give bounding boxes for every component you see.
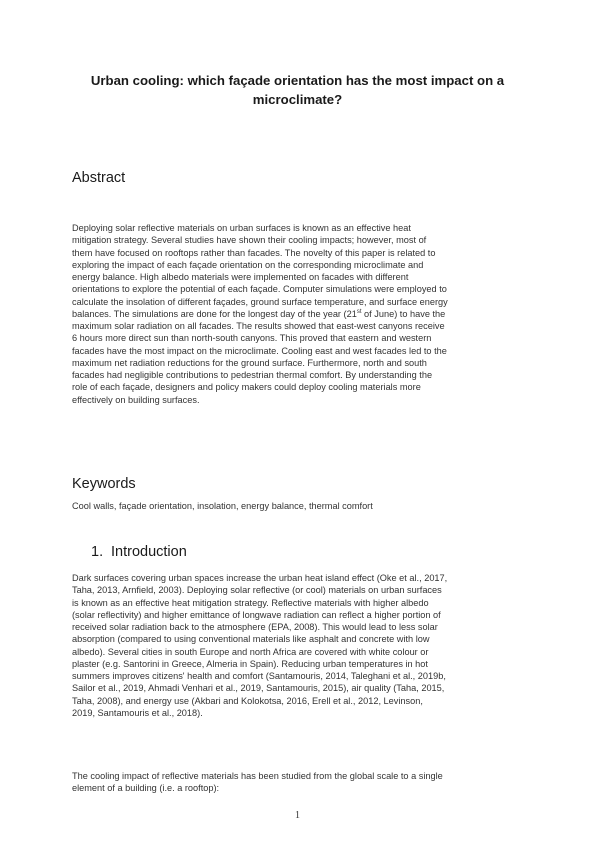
intro-line: The cooling impact of reflective materials has been studied from the global scale to a single (72, 771, 443, 781)
abstract-line: calculate the insolation of different façades, ground surface temperature, and surface energy (72, 296, 448, 307)
abstract-line: energy balance. High albedo materials were implemented on facades with different (72, 272, 409, 282)
intro-line: absorption (compared to using conventional materials like asphalt and concrete with low (72, 634, 430, 645)
abstract-line: 6 hours more direct sun than north-south canyons. This proved that eastern and western (72, 333, 432, 344)
abstract-line: facades had negligible contributions to pedestrian thermal comfort. By understanding the (72, 370, 433, 380)
intro-line: albedo). Several cities in south Europe and north Africa are covered with white colour or (72, 646, 429, 657)
abstract-line: role of each façade, designers and policy makers could deploy cooling materials more (72, 382, 421, 393)
title-line-1: Urban cooling: which façade orientation has the most impact on a (90, 73, 505, 88)
abstract-heading: Abstract (72, 170, 126, 186)
section-title: Introduction (111, 544, 187, 560)
abstract-line: orientations to explore the potential of each façade. Computer simulations were employed to (72, 284, 447, 295)
title-line-2: microclimate? (252, 91, 343, 107)
section-heading-introduction (91, 544, 187, 560)
intro-line: Dark surfaces covering urban spaces increase the urban heat island effect (Oke et al., 2017, (72, 573, 448, 583)
keywords-text: Cool walls, façade orientation, insolation, energy balance, thermal comfort (72, 501, 373, 511)
section-number: 1. (91, 544, 104, 560)
intro-line: is known as an effective heat mitigation strategy. Reflective materials with higher albedo (72, 597, 429, 608)
intro-line: Taha, 2013, Arnfield, 2003). Deploying solar reflective (or cool) materials on urban surfaces (72, 585, 442, 596)
intro-line: element of a building (i.e. a rooftop): (72, 783, 220, 794)
intro-line: plaster (e.g. Santorini in Greece, Almeria in Spain). Reducing urban temperatures in hot (72, 658, 428, 669)
abstract-line: them have focused on rooftops rather than facades. The novelty of this paper is related to (72, 247, 436, 258)
introduction-paragraph-1 (72, 572, 532, 719)
abstract-body (72, 222, 532, 406)
intro-line: (solar reflectivity) and higher emittance of longwave radiation can reflect a higher portion of (72, 609, 441, 620)
abstract-line: maximum solar radiation on all facades. The results showed that east-west canyons receive (72, 321, 445, 331)
abstract-line (72, 308, 532, 320)
abstract-line: maximum net radiation reductions for the ground surface. Furthermore, north and south (72, 357, 427, 368)
ordinal-superscript: st (356, 308, 362, 315)
abstract-line: facades have the most impact on the microclimate. Cooling east and west facades led to the (72, 345, 447, 356)
abstract-line-tail: of June) to have the (361, 308, 446, 319)
abstract-line-text: balances. The simulations are done for the longest day of the year (21 (72, 308, 357, 319)
keywords-heading: Keywords (72, 476, 136, 492)
intro-line: Sailor et al., 2019, Ahmadi Venhari et al., 2019, Santamouris, 2015), air quality (Taha, 2015, (72, 683, 445, 694)
intro-line: Taha, 2008), and energy use (Akbari and Kolokotsa, 2016, Erell et al., 2012, Levinson, (72, 695, 423, 706)
paper-title (60, 72, 535, 109)
abstract-line: Deploying solar reflective materials on urban surfaces is known as an effective heat (72, 223, 411, 233)
abstract-line: exploring the impact of each façade orientation on the corresponding microclimate and (72, 259, 424, 270)
abstract-line: effectively on building surfaces. (72, 394, 200, 405)
page-number: 1 (295, 810, 300, 821)
abstract-line: mitigation strategy. Several studies have shown their cooling impacts; however, most of (72, 235, 427, 246)
introduction-paragraph-2 (72, 770, 532, 795)
intro-line: 2019, Santamouris et al., 2018). (72, 707, 203, 718)
intro-line: received solar radiation back to the atmosphere (EPA, 2008). This would lead to less solar (72, 622, 438, 632)
intro-line: summers improves citizens' health and comfort (Santamouris, 2014, Taleghani et al., 2019b, (72, 671, 446, 681)
